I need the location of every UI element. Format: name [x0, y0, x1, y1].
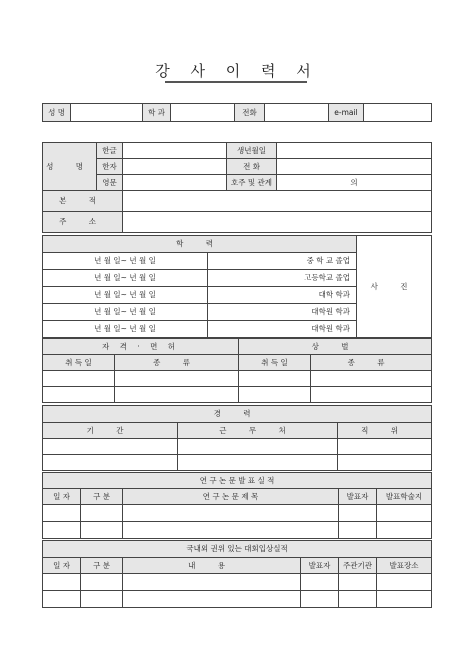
cert-date-label: 취 득 일: [43, 355, 115, 371]
papers-header: 연 구 논 문 발 표 실 적: [43, 473, 432, 489]
award-cell[interactable]: [311, 371, 432, 387]
contest-cell[interactable]: [339, 591, 377, 608]
edu-period[interactable]: 년 월 일~ 년 월 일: [43, 304, 208, 321]
career-cell[interactable]: [43, 455, 178, 471]
contest-cell[interactable]: [123, 591, 301, 608]
name-field[interactable]: [71, 104, 143, 122]
cert-cell[interactable]: [43, 387, 115, 403]
contest-cell[interactable]: [81, 591, 123, 608]
paper-cell[interactable]: [123, 505, 339, 522]
contest-content-label: 내 용: [123, 558, 301, 574]
phone-field[interactable]: [265, 104, 329, 122]
cert-cell[interactable]: [115, 387, 239, 403]
hangul-field[interactable]: [123, 143, 227, 159]
email-field[interactable]: [364, 104, 432, 122]
paper-title-label: 연 구 논 문 제 목: [123, 489, 339, 505]
career-work-label: 근 무 처: [178, 423, 338, 439]
english-field[interactable]: [123, 175, 227, 191]
cert-cell[interactable]: [43, 371, 115, 387]
origin-label: 본 적: [43, 191, 123, 212]
contest-date-label: 일 자: [43, 558, 81, 574]
paper-date-label: 일 자: [43, 489, 81, 505]
paper-cell[interactable]: [81, 522, 123, 539]
photo-box[interactable]: 사 진: [357, 236, 432, 338]
top-info-table: [42, 103, 432, 122]
cert-table: [42, 338, 432, 403]
paper-cell[interactable]: [377, 522, 432, 539]
award-cell[interactable]: [239, 371, 311, 387]
edu-period[interactable]: 년 월 일~ 년 월 일: [43, 253, 208, 270]
birth-field[interactable]: [277, 143, 432, 159]
career-cell[interactable]: [338, 455, 432, 471]
head-label: 호주 및 관계: [227, 175, 277, 191]
career-cell[interactable]: [43, 439, 178, 455]
career-header: 경 력: [43, 406, 432, 423]
hanja-label: 한자: [97, 159, 123, 175]
hangul-label: 한글: [97, 143, 123, 159]
english-label: 영문: [97, 175, 123, 191]
paper-category-label: 구 분: [81, 489, 123, 505]
contest-cell[interactable]: [301, 574, 339, 591]
name-label: 성 명: [43, 104, 71, 122]
title-underline: [165, 81, 307, 83]
paper-cell[interactable]: [81, 505, 123, 522]
contest-cell[interactable]: [43, 591, 81, 608]
contest-place-label: 발표장소: [377, 558, 432, 574]
paper-cell[interactable]: [339, 522, 377, 539]
education-header: 학 력: [43, 236, 357, 253]
career-period-label: 기 간: [43, 423, 178, 439]
contest-cell[interactable]: [377, 591, 432, 608]
contest-cell[interactable]: [301, 591, 339, 608]
page-title: 강 사 이 력 서: [155, 62, 319, 80]
cert-cell[interactable]: [115, 371, 239, 387]
contest-cell[interactable]: [43, 574, 81, 591]
education-table: [42, 235, 432, 338]
email-label: e-mail: [329, 104, 364, 122]
paper-cell[interactable]: [43, 522, 81, 539]
edu-period[interactable]: 년 월 일~ 년 월 일: [43, 270, 208, 287]
edu-period[interactable]: 년 월 일~ 년 월 일: [43, 321, 208, 338]
edu-period[interactable]: 년 월 일~ 년 월 일: [43, 287, 208, 304]
hanja-field[interactable]: [123, 159, 227, 175]
edu-school[interactable]: 고등학교 졸업: [208, 270, 357, 287]
address-field[interactable]: [123, 212, 432, 233]
career-cell[interactable]: [178, 455, 338, 471]
contest-cell[interactable]: [123, 574, 301, 591]
tel-label: 전 화: [227, 159, 277, 175]
origin-field[interactable]: [123, 191, 432, 212]
contests-table: [42, 540, 432, 608]
dept-field[interactable]: [171, 104, 235, 122]
contest-category-label: 구 분: [81, 558, 123, 574]
contest-cell[interactable]: [81, 574, 123, 591]
paper-cell[interactable]: [339, 505, 377, 522]
contest-cell[interactable]: [339, 574, 377, 591]
award-cell[interactable]: [311, 387, 432, 403]
dept-label: 학 과: [143, 104, 171, 122]
contests-header: 국내외 권위 있는 대회입상실적: [43, 541, 432, 558]
relation-field[interactable]: 의: [277, 175, 432, 191]
contest-cell[interactable]: [377, 574, 432, 591]
paper-cell[interactable]: [43, 505, 81, 522]
birth-label: 생년월일: [227, 143, 277, 159]
address-label: 주 소: [43, 212, 123, 233]
career-table: [42, 405, 432, 471]
paper-cell[interactable]: [123, 522, 339, 539]
personal-info-table: [42, 142, 432, 233]
career-cell[interactable]: [338, 439, 432, 455]
edu-school[interactable]: 대학 학과: [208, 287, 357, 304]
award-type-label: 종 류: [311, 355, 432, 371]
edu-school[interactable]: 중 학 교 졸업: [208, 253, 357, 270]
contest-organizer-label: 주관기관: [339, 558, 377, 574]
paper-venue-label: 발표학술지: [377, 489, 432, 505]
career-cell[interactable]: [178, 439, 338, 455]
tel-field[interactable]: [277, 159, 432, 175]
awards-header: 상 벌: [239, 339, 432, 355]
paper-cell[interactable]: [377, 505, 432, 522]
cert-header: 자 격 · 면 허: [43, 339, 239, 355]
personal-name-label: 성 명: [43, 143, 97, 191]
paper-presenter-label: 발표자: [339, 489, 377, 505]
award-date-label: 취 득 일: [239, 355, 311, 371]
edu-school[interactable]: 대학원 학과: [208, 321, 357, 338]
contest-presenter-label: 발표자: [301, 558, 339, 574]
cert-type-label: 종 류: [115, 355, 239, 371]
career-position-label: 직 위: [338, 423, 432, 439]
edu-school[interactable]: 대학원 학과: [208, 304, 357, 321]
phone-label: 전화: [235, 104, 265, 122]
papers-table: [42, 472, 432, 539]
award-cell[interactable]: [239, 387, 311, 403]
